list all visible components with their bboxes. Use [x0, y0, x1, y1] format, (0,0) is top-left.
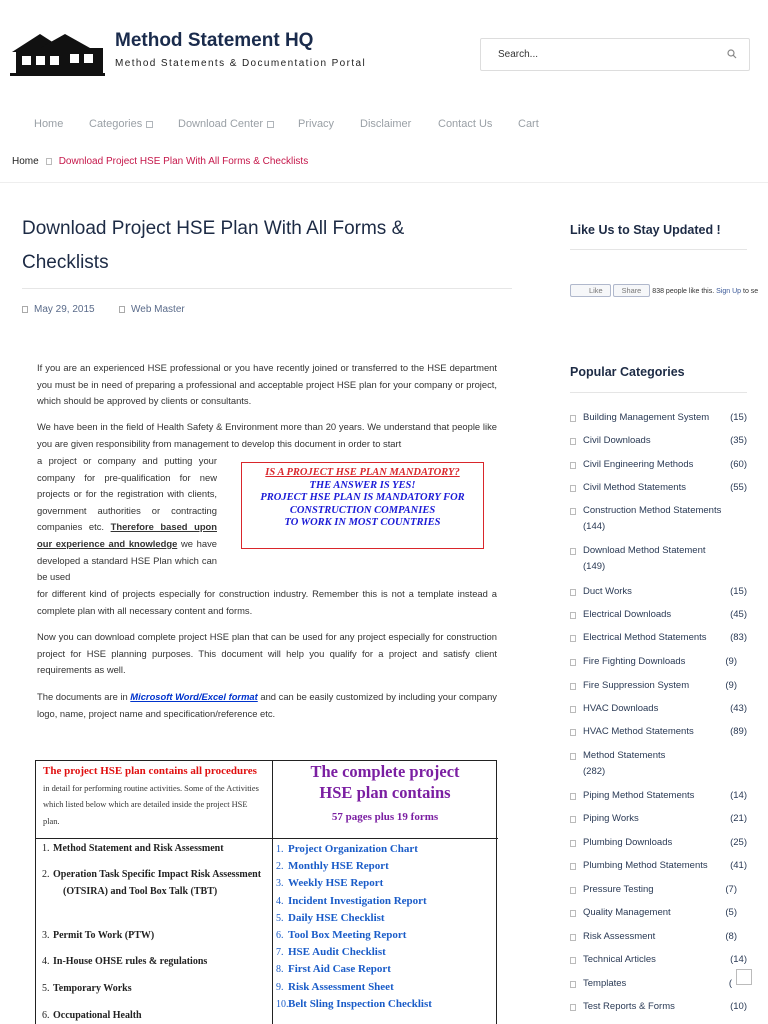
house-logo-icon[interactable]: [10, 30, 105, 76]
post-paragraph: for different kind of projects especially for construction industry. Remember this is not a template instead a complete plan with all necessary content and forms.: [37, 588, 497, 616]
category-count: (15): [730, 412, 747, 423]
category-name: Plumbing Downloads: [583, 837, 673, 848]
folder-icon: [570, 548, 576, 555]
category-count: (15): [730, 586, 747, 597]
list-text: Weekly HSE Report: [288, 877, 384, 890]
list-item: [276, 961, 498, 978]
category-count: (282): [583, 766, 606, 777]
category-count: (149): [583, 561, 606, 572]
text-span: a project or company and putting your company for pre-qualification for new projects or for the registration with clients, government authorities or contracting companies etc.: [37, 455, 217, 533]
breadcrumb: [12, 156, 308, 167]
folder-icon: [570, 981, 576, 988]
chevron-right-icon: [46, 158, 52, 165]
list-number: 5.: [42, 983, 50, 994]
category-name: Piping Works: [583, 813, 639, 824]
hse-plan-contents-table: [35, 760, 497, 1024]
list-text: Incident Investigation Report: [288, 894, 427, 907]
post-title: Download Project HSE Plan With All Forms & Checklists: [22, 218, 405, 273]
post-paragraph: If you are an experienced HSE professional or you have recently joined or transferred to the HSE department you must be in need of preparing a professional and acceptable project HSE plan for your company or project, which should be approved by clients or consultants.: [37, 362, 497, 407]
procedures-heading: The project HSE plan contains all procedures: [43, 765, 257, 777]
post-date-text: May 29, 2015: [34, 304, 95, 315]
list-item: [276, 996, 498, 1013]
post-paragraph: Now you can download complete project HSE plan that can be used for any project especially for construction project for HSE planning purposes. This document will help you qualify for a project and satisfy client requirements as well.: [37, 631, 497, 676]
nav-categories-label: Categories: [89, 118, 143, 130]
folder-icon: [570, 462, 576, 469]
list-number: 1.: [276, 844, 284, 855]
list-text: Project Organization Chart: [288, 843, 418, 855]
list-item: [42, 954, 270, 971]
list-item: [42, 1008, 270, 1024]
main-nav: [0, 110, 768, 140]
list-item: [42, 841, 270, 858]
list-item: [42, 928, 270, 945]
category-count: (35): [730, 435, 747, 446]
folder-icon: [570, 706, 576, 713]
list-item: [276, 875, 498, 892]
hse-mandatory-callout: [241, 462, 484, 549]
folder-icon: [570, 840, 576, 847]
facebook-share-button[interactable]: Share: [613, 284, 651, 297]
bold-text: Therefore based upon our experience and knowledge: [37, 521, 217, 549]
category-name: Pressure Testing: [583, 884, 654, 895]
facebook-like-box: [570, 284, 758, 297]
chevron-down-icon: [267, 121, 274, 128]
post-date: [22, 304, 95, 315]
nav-privacy[interactable]: Privacy: [298, 118, 335, 130]
category-name: Technical Articles: [583, 954, 656, 965]
category-name: Quality Management: [583, 907, 671, 918]
list-item: [276, 893, 498, 910]
folder-icon: [570, 793, 576, 800]
nav-download-center[interactable]: [178, 118, 274, 130]
calendar-icon: [22, 306, 28, 313]
category-count: (45): [730, 609, 747, 620]
list-text: In-House OHSE rules & regulations: [53, 956, 208, 967]
search-icon[interactable]: [727, 49, 737, 59]
list-number: 2.: [276, 861, 284, 873]
category-name: Templates: [583, 978, 627, 989]
folder-icon: [570, 659, 576, 666]
list-text: First Aid Case Report: [288, 963, 391, 976]
folder-icon: [570, 589, 576, 596]
list-number: 8.: [276, 964, 284, 976]
callout-line: THE ANSWER IS YES!: [309, 479, 416, 491]
folder-icon: [570, 508, 576, 515]
post-paragraph: [37, 689, 497, 722]
popular-categories-title: Popular Categories: [570, 365, 685, 379]
divider: [570, 392, 747, 393]
category-name: Plumbing Method Statements: [583, 860, 708, 871]
like-widget-title: Like Us to Stay Updated !: [570, 223, 721, 237]
callout-line: CONSTRUCTION COMPANIES: [289, 504, 436, 516]
list-text: Monthly HSE Report: [288, 860, 389, 873]
site-title[interactable]: Method Statement HQ: [115, 30, 314, 51]
list-text: Belt Sling Inspection Checklist: [288, 997, 432, 1010]
category-count: (9): [725, 680, 737, 691]
category-name: Download Method Statement: [583, 545, 706, 556]
search-box: [480, 38, 750, 71]
folder-icon: [570, 612, 576, 619]
category-count: (14): [730, 790, 747, 801]
folder-icon: [570, 934, 576, 941]
list-number: 4.: [42, 956, 50, 967]
category-count: (8): [725, 931, 737, 942]
category-count: (144): [583, 521, 606, 532]
site-tagline: Method Statements & Documentation Portal: [115, 58, 367, 69]
folder-icon: [570, 753, 576, 760]
facebook-like-button[interactable]: Like: [570, 284, 611, 297]
list-text: Risk Assessment Sheet: [288, 980, 394, 993]
folder-icon: [570, 910, 576, 917]
callout-line: TO WORK IN MOST COUNTRIES: [284, 517, 441, 528]
post-paragraph: We have been in the field of Health Safety & Environment more than 20 years. We understand that people like you are given responsibility from management to develop this document in order to start: [37, 421, 497, 449]
category-count: (9): [725, 656, 737, 667]
list-text: Tool Box Meeting Report: [288, 929, 407, 942]
category-count: (10): [730, 1001, 747, 1012]
search-input[interactable]: [481, 39, 721, 70]
divider: [0, 182, 768, 183]
category-count: (14): [730, 954, 747, 965]
category-name: Test Reports & Forms: [583, 1001, 675, 1012]
category-count: (55): [730, 482, 747, 493]
breadcrumb-home[interactable]: Home: [12, 156, 39, 167]
facebook-signup-link[interactable]: Sign Up: [716, 288, 742, 295]
list-number: 7.: [276, 947, 284, 959]
nav-download-center-label: Download Center: [178, 118, 263, 130]
category-count: (7): [725, 884, 737, 895]
category-count: (60): [730, 459, 747, 470]
list-number: 6.: [42, 1010, 50, 1021]
folder-icon: [570, 635, 576, 642]
folder-icon: [570, 415, 576, 422]
nav-disclaimer[interactable]: Disclaimer: [360, 118, 412, 130]
category-name: Civil Method Statements: [583, 482, 686, 493]
category-name: Construction Method Statements: [583, 505, 722, 516]
microsoft-format-link[interactable]: Microsoft Word/Excel format: [130, 691, 258, 702]
list-number: 4.: [276, 895, 284, 907]
callout-question: IS A PROJECT HSE PLAN MANDATORY?: [265, 467, 460, 478]
list-number: 3.: [42, 930, 50, 941]
list-item: [42, 981, 270, 998]
table-cell-intro: [43, 763, 265, 830]
site-header: [0, 0, 768, 100]
category-name: Fire Suppression System: [583, 680, 690, 691]
list-item: [276, 927, 498, 944]
summary-pages: 57 pages plus 19 forms: [331, 811, 439, 823]
procedures-description: in detail for performing routine activities. Some of the Activities which listed below which are detailed inside the project HSE plan.: [43, 783, 259, 826]
category-name: Piping Method Statements: [583, 790, 695, 801]
folder-icon: [570, 1004, 576, 1011]
nav-cart[interactable]: Cart: [518, 118, 539, 130]
category-name: Fire Fighting Downloads: [583, 656, 686, 667]
chevron-down-icon: [146, 121, 153, 128]
category-count: (: [728, 978, 732, 989]
category-name: Duct Works: [583, 586, 632, 597]
text-span: The documents are in: [37, 691, 131, 702]
category-name: Risk Assessment: [583, 931, 656, 942]
folder-icon: [570, 887, 576, 894]
text-span: and can be easily customized by including your company logo, name, project name and specification/reference etc.: [37, 691, 497, 719]
divider: [22, 288, 512, 289]
category-name: Civil Engineering Methods: [583, 459, 694, 470]
category-name: HVAC Downloads: [583, 703, 659, 714]
facebook-tail-text: to se: [743, 288, 759, 295]
list-text: Method Statement and Risk Assessment: [53, 843, 224, 854]
folder-icon: [570, 816, 576, 823]
category-count: (83): [730, 632, 747, 643]
nav-contact-us[interactable]: Contact Us: [438, 118, 493, 130]
category-count: (25): [730, 837, 747, 848]
list-item: [276, 944, 498, 961]
list-text: Daily HSE Checklist: [288, 911, 385, 924]
list-text: Operation Task Specific Impact Risk Assessment (OTSIRA) and Tool Box Talk (TBT): [53, 869, 262, 897]
list-item: [276, 910, 498, 927]
folder-icon: [570, 683, 576, 690]
summary-title-line: The complete project: [310, 762, 460, 781]
list-number: 6.: [276, 930, 284, 942]
callout-line: PROJECT HSE PLAN IS MANDATORY FOR: [260, 492, 465, 503]
list-item: [276, 979, 498, 996]
category-count: (41): [730, 860, 747, 871]
category-count: (21): [730, 813, 747, 824]
list-number: 2.: [42, 869, 50, 880]
breadcrumb-current: Download Project HSE Plan With All Forms & Checklists: [58, 156, 309, 167]
list-text: HSE Audit Checklist: [288, 946, 386, 959]
category-count: (43): [730, 703, 747, 714]
post-author-text: Web Master: [131, 304, 185, 315]
nav-categories[interactable]: [89, 118, 153, 130]
folder-icon: [570, 485, 576, 492]
list-item: [42, 867, 270, 900]
list-number: 9.: [276, 981, 284, 993]
category-name: HVAC Method Statements: [583, 726, 694, 737]
category-name: Method Statements: [583, 750, 666, 761]
divider: [570, 249, 747, 250]
folder-icon: [570, 957, 576, 964]
nav-home[interactable]: Home: [34, 118, 64, 130]
scroll-to-top-button[interactable]: [736, 969, 752, 985]
list-number: 3.: [276, 878, 284, 890]
category-name: Building Management System: [583, 412, 710, 423]
summary-title-line: HSE plan contains: [319, 782, 451, 802]
table-cell-summary: [273, 761, 497, 823]
list-text: Temporary Works: [53, 983, 132, 994]
category-name: Electrical Method Statements: [583, 632, 707, 643]
table-divider: [36, 838, 498, 839]
list-text: Occupational Health: [53, 1010, 142, 1021]
category-count: (5): [725, 907, 737, 918]
folder-icon: [570, 438, 576, 445]
list-number: 1.: [42, 843, 50, 854]
facebook-like-count: 838 people like this.: [652, 288, 715, 295]
category-name: Civil Downloads: [583, 435, 651, 446]
list-item: [276, 841, 498, 858]
list-number: 5.: [276, 912, 284, 924]
category-count: (89): [730, 726, 747, 737]
list-item: [276, 858, 498, 875]
text-span: we have developed a standard HSE Plan which can be used: [37, 537, 217, 583]
list-text: Permit To Work (PTW): [53, 930, 155, 941]
list-number: 10.: [276, 998, 289, 1010]
post-author[interactable]: [119, 304, 185, 315]
folder-icon: [570, 729, 576, 736]
category-name: Electrical Downloads: [583, 609, 672, 620]
user-icon: [119, 306, 125, 313]
post-paragraph: [37, 453, 217, 586]
forms-list: [276, 841, 498, 1013]
folder-icon: [570, 863, 576, 870]
